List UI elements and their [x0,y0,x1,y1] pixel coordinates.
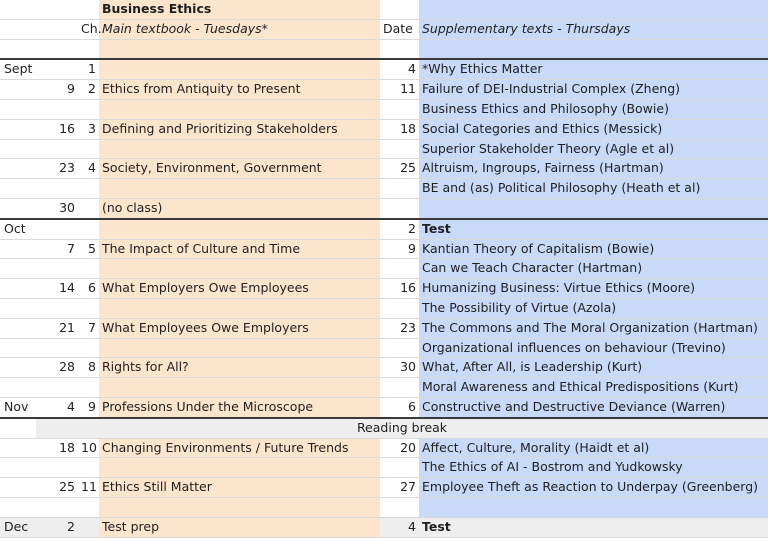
date-cell[interactable]: 4 [380,517,419,537]
ch-header[interactable]: Ch. [78,19,99,39]
main-text-cell[interactable] [99,298,380,318]
month-cell[interactable] [0,198,36,218]
date-cell[interactable] [380,259,419,279]
chapter-cell[interactable]: 7 [78,318,99,338]
supp-text-cell[interactable]: Test [419,219,768,239]
supp-text-cell[interactable] [419,198,768,218]
month-cell[interactable] [0,80,36,100]
main-text-cell[interactable]: Society, Environment, Government [99,159,380,179]
schedule-row [0,80,768,100]
day-cell[interactable]: 30 [36,198,78,218]
month-cell[interactable] [0,99,36,119]
day-cell[interactable] [36,59,78,79]
day-cell[interactable]: 25 [36,478,78,498]
month-cell[interactable] [0,358,36,378]
schedule-row [0,378,768,398]
supp-text-cell[interactable]: *Why Ethics Matter [419,59,768,79]
main-text-cell[interactable] [99,59,380,79]
reading-break-row [0,418,768,438]
supp-text-cell[interactable]: Business Ethics and Philosophy (Bowie) [419,99,768,119]
date-cell[interactable] [380,338,419,358]
schedule-row [0,358,768,378]
chapter-cell[interactable] [78,179,99,199]
date-cell[interactable]: 27 [380,478,419,498]
supp-text-cell[interactable]: Kantian Theory of Capitalism (Bowie) [419,239,768,259]
date-cell[interactable]: 18 [380,119,419,139]
supp-text-cell[interactable]: Social Categories and Ethics (Messick) [419,119,768,139]
month-cell[interactable] [0,378,36,398]
day-cell[interactable] [36,139,78,159]
month-cell[interactable] [0,279,36,299]
month-cell[interactable]: Dec [0,517,36,537]
schedule-row [0,198,768,218]
header-row [0,19,768,39]
supp-header[interactable]: Supplementary texts - Thursdays [419,19,768,39]
day-cell[interactable]: 16 [36,119,78,139]
day-cell[interactable] [36,298,78,318]
chapter-cell[interactable] [78,298,99,318]
month-cell[interactable] [0,159,36,179]
supp-text-cell[interactable]: The Possibility of Virtue (Azola) [419,298,768,318]
day-cell[interactable] [36,99,78,119]
day-cell[interactable]: 28 [36,358,78,378]
month-cell[interactable] [0,139,36,159]
date-cell[interactable]: 30 [380,358,419,378]
chapter-cell[interactable] [78,517,99,537]
date-cell[interactable]: 16 [380,279,419,299]
main-text-cell[interactable] [99,219,380,239]
chapter-cell[interactable]: 3 [78,119,99,139]
schedule-row [0,438,768,458]
course-title[interactable]: Business Ethics [99,0,380,19]
month-cell[interactable] [0,259,36,279]
main-text-cell[interactable] [99,259,380,279]
schedule-row [0,458,768,478]
date-cell[interactable] [380,179,419,199]
schedule-row [0,99,768,119]
month-cell[interactable]: Sept [0,59,36,79]
day-cell[interactable] [36,378,78,398]
chapter-cell[interactable] [78,259,99,279]
day-cell[interactable] [36,219,78,239]
month-cell[interactable] [0,239,36,259]
supp-text-cell[interactable]: What, After All, is Leadership (Kurt) [419,358,768,378]
schedule-row [0,159,768,179]
chapter-cell[interactable] [78,139,99,159]
supp-text-cell[interactable]: Humanizing Business: Virtue Ethics (Moore) [419,279,768,299]
schedule-row [0,478,768,498]
supp-text-cell[interactable]: BE and (as) Political Philosophy (Heath et al) [419,179,768,199]
schedule-row [0,259,768,279]
date-cell[interactable] [380,458,419,478]
chapter-cell[interactable]: 10 [78,438,99,458]
main-text-cell[interactable] [99,338,380,358]
main-text-cell[interactable]: Ethics from Antiquity to Present [99,80,380,100]
date-cell[interactable]: 2 [380,219,419,239]
chapter-cell[interactable] [78,378,99,398]
chapter-cell[interactable]: 2 [78,80,99,100]
chapter-cell[interactable] [78,338,99,358]
day-cell[interactable]: 23 [36,159,78,179]
main-text-cell[interactable]: Rights for All? [99,358,380,378]
supp-text-cell[interactable]: Superior Stakeholder Theory (Agle et al) [419,139,768,159]
chapter-cell[interactable] [78,458,99,478]
date-header[interactable]: Date [380,19,419,39]
month-cell[interactable] [0,458,36,478]
day-cell[interactable] [36,458,78,478]
date-cell[interactable] [380,298,419,318]
main-text-cell[interactable] [99,378,380,398]
chapter-cell[interactable]: 4 [78,159,99,179]
main-text-cell[interactable]: Test prep [99,517,380,537]
day-cell[interactable] [36,259,78,279]
month-cell[interactable] [0,119,36,139]
main-text-cell[interactable] [99,497,380,517]
schedule-row [0,397,768,417]
main-text-cell[interactable]: The Impact of Culture and Time [99,239,380,259]
schedule-row [0,338,768,358]
month-cell[interactable] [0,179,36,199]
supp-text-cell[interactable]: Affect, Culture, Morality (Haidt et al) [419,438,768,458]
supp-text-cell[interactable]: Organizational influences on behaviour (Trevino) [419,338,768,358]
chapter-cell[interactable]: 1 [78,59,99,79]
date-cell[interactable]: 9 [380,239,419,259]
day-cell[interactable]: 18 [36,438,78,458]
schedule-row [0,298,768,318]
main-header[interactable]: Main textbook - Tuesdays* [99,19,380,39]
date-cell[interactable]: 6 [380,397,419,417]
month-cell[interactable] [0,338,36,358]
date-cell[interactable]: 4 [380,59,419,79]
main-text-cell[interactable]: Defining and Prioritizing Stakeholders [99,119,380,139]
schedule-row [0,517,768,537]
supp-text-cell[interactable]: Can we Teach Character (Hartman) [419,259,768,279]
main-text-cell[interactable]: Ethics Still Matter [99,478,380,498]
main-text-cell[interactable]: What Employees Owe Employers [99,318,380,338]
month-cell[interactable]: Oct [0,219,36,239]
date-cell[interactable]: 25 [380,159,419,179]
chapter-cell[interactable] [78,497,99,517]
chapter-cell[interactable] [78,99,99,119]
day-cell[interactable]: 21 [36,318,78,338]
schedule-row [0,497,768,517]
main-text-cell[interactable] [99,99,380,119]
month-cell[interactable] [0,318,36,338]
chapter-cell[interactable] [78,198,99,218]
month-cell[interactable] [0,438,36,458]
supp-text-cell[interactable]: Constructive and Destructive Deviance (Warren) [419,397,768,417]
main-text-cell[interactable]: Changing Environments / Future Trends [99,438,380,458]
month-cell[interactable] [0,298,36,318]
main-text-cell[interactable] [99,139,380,159]
title-row [0,0,768,19]
main-text-cell[interactable]: Professions Under the Microscope [99,397,380,417]
schedule-row [0,119,768,139]
day-cell[interactable]: 14 [36,279,78,299]
date-cell[interactable] [380,99,419,119]
date-cell[interactable] [380,139,419,159]
date-cell[interactable] [380,378,419,398]
date-cell[interactable] [380,497,419,517]
month-cell[interactable]: Nov [0,397,36,417]
day-cell[interactable] [36,179,78,199]
chapter-cell[interactable] [78,219,99,239]
supp-text-cell[interactable]: Employee Theft as Reaction to Underpay (Greenberg) [419,478,768,498]
supp-text-cell[interactable]: The Commons and The Moral Organization (Hartman) [419,318,768,338]
date-cell[interactable]: 20 [380,438,419,458]
main-text-cell[interactable] [99,458,380,478]
main-text-cell[interactable] [99,179,380,199]
chapter-cell[interactable]: 11 [78,478,99,498]
schedule-row [0,318,768,338]
supp-text-cell[interactable]: The Ethics of AI - Bostrom and Yudkowsky [419,458,768,478]
month-cell[interactable] [0,478,36,498]
chapter-cell[interactable]: 5 [78,239,99,259]
supp-text-cell[interactable]: Test [419,517,768,537]
supp-text-cell[interactable]: Failure of DEI-Industrial Complex (Zheng) [419,80,768,100]
date-cell[interactable]: 11 [380,80,419,100]
supp-text-cell[interactable] [419,497,768,517]
schedule-row [0,59,768,79]
spacer-row [0,39,768,59]
day-cell[interactable]: 4 [36,397,78,417]
day-cell[interactable]: 2 [36,517,78,537]
reading-break-label[interactable]: Reading break [36,418,768,438]
day-cell[interactable] [36,338,78,358]
main-text-cell[interactable]: (no class) [99,198,380,218]
schedule-row [0,219,768,239]
chapter-cell[interactable]: 8 [78,358,99,378]
day-cell[interactable]: 9 [36,80,78,100]
day-cell[interactable]: 7 [36,239,78,259]
supp-text-cell[interactable]: Altruism, Ingroups, Fairness (Hartman) [419,159,768,179]
schedule-row [0,179,768,199]
schedule-row [0,139,768,159]
schedule-row [0,279,768,299]
chapter-cell[interactable]: 9 [78,397,99,417]
main-text-cell[interactable]: What Employers Owe Employees [99,279,380,299]
schedule-row [0,239,768,259]
day-cell[interactable] [36,497,78,517]
supp-text-cell[interactable]: Moral Awareness and Ethical Predispositions (Kurt) [419,378,768,398]
date-cell[interactable]: 23 [380,318,419,338]
month-cell[interactable] [0,497,36,517]
chapter-cell[interactable]: 6 [78,279,99,299]
date-cell[interactable] [380,198,419,218]
